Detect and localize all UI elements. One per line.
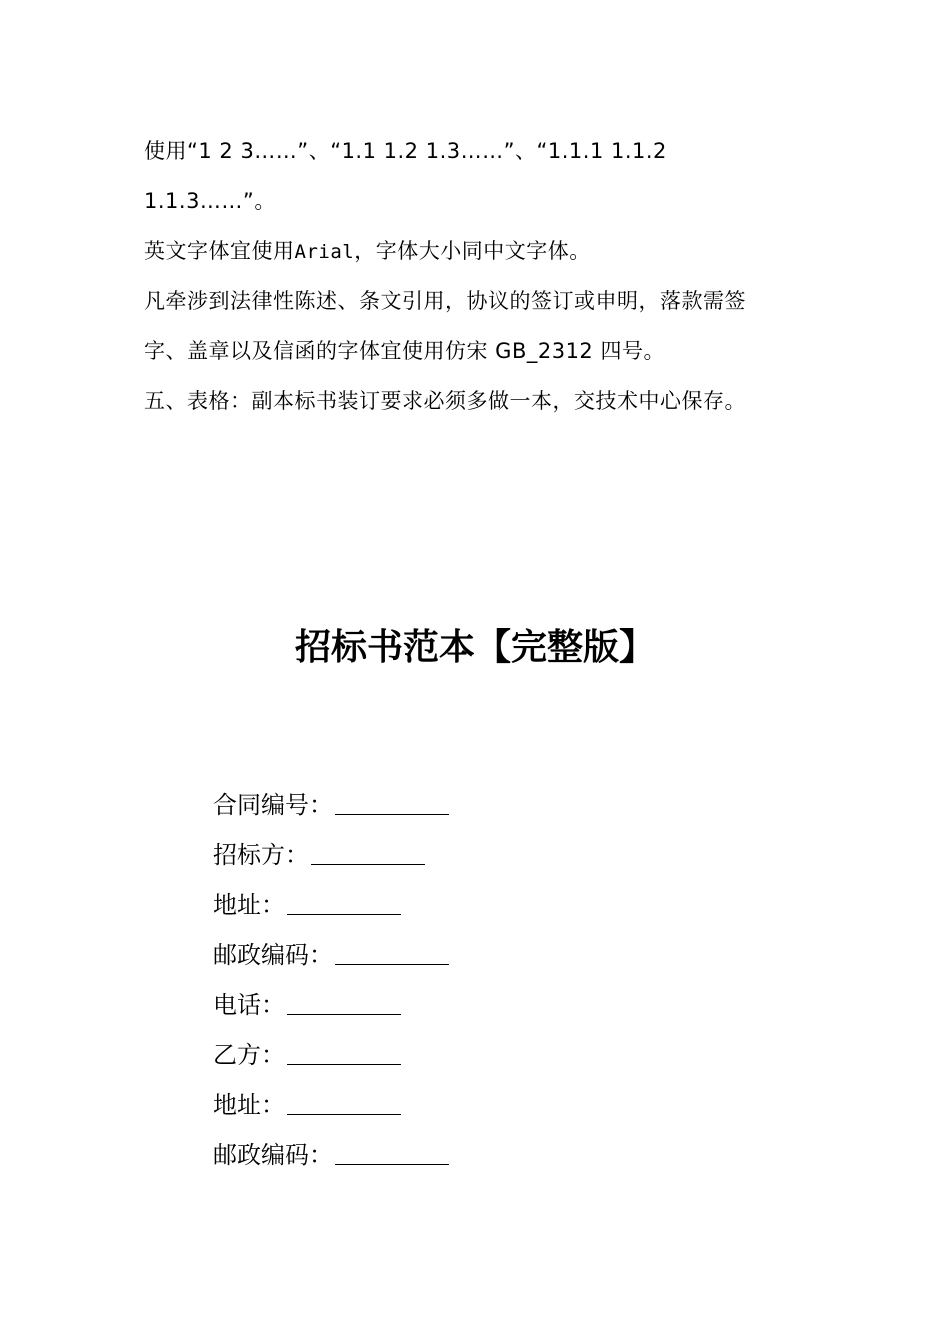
blank-line	[311, 840, 425, 865]
field-label: 地址：	[213, 891, 285, 919]
field-label: 邮政编码：	[213, 1141, 333, 1169]
document-title: 招标书范本【完整版】	[294, 627, 655, 668]
field-label: 电话：	[213, 991, 285, 1019]
legal-font-text-cont: 字、盖章以及信函的字体宜使用仿宋 GB_2312 四号。	[144, 339, 665, 363]
blank-line	[287, 1040, 401, 1065]
blank-line	[287, 990, 401, 1015]
numbering-text: 使用“1 2 3……”、“1.1 1.2 1.3……”、“1.1.1 1.1.2	[144, 139, 667, 163]
paragraph-numbering-line-1	[144, 138, 667, 164]
paragraph-legal-font-line-2	[144, 338, 665, 364]
english-font-name: Arial	[294, 241, 355, 263]
paragraph-english-font	[144, 238, 591, 265]
paragraph-table-requirement	[144, 388, 746, 414]
field-label: 招标方：	[213, 841, 309, 869]
party-b-field	[213, 1040, 401, 1070]
tenderer-address-field	[213, 890, 401, 920]
paragraph-numbering-line-2	[144, 188, 276, 214]
tenderer-field	[213, 840, 425, 870]
blank-line	[287, 1090, 401, 1115]
tenderer-postcode-field	[213, 940, 449, 970]
blank-line	[335, 1140, 449, 1165]
field-label: 合同编号：	[213, 791, 333, 819]
party-b-address-field	[213, 1090, 401, 1120]
blank-line	[287, 890, 401, 915]
english-font-post: ，字体大小同中文字体。	[354, 239, 591, 263]
field-label: 地址：	[213, 1091, 285, 1119]
table-requirement-text: 五、表格：副本标书装订要求必须多做一本，交技术中心保存。	[144, 389, 746, 413]
paragraph-legal-font-line-1	[144, 288, 746, 314]
phone-field	[213, 990, 401, 1020]
contract-number-field	[213, 790, 449, 820]
blank-line	[335, 790, 449, 815]
field-label: 邮政编码：	[213, 941, 333, 969]
field-label: 乙方：	[213, 1041, 285, 1069]
numbering-text-cont: 1.1.3……”。	[144, 189, 276, 213]
party-b-postcode-field	[213, 1140, 449, 1170]
blank-line	[335, 940, 449, 965]
legal-font-text: 凡牵涉到法律性陈述、条文引用，协议的签订或申明，落款需签	[144, 289, 746, 313]
english-font-pre: 英文字体宜使用	[144, 239, 295, 263]
